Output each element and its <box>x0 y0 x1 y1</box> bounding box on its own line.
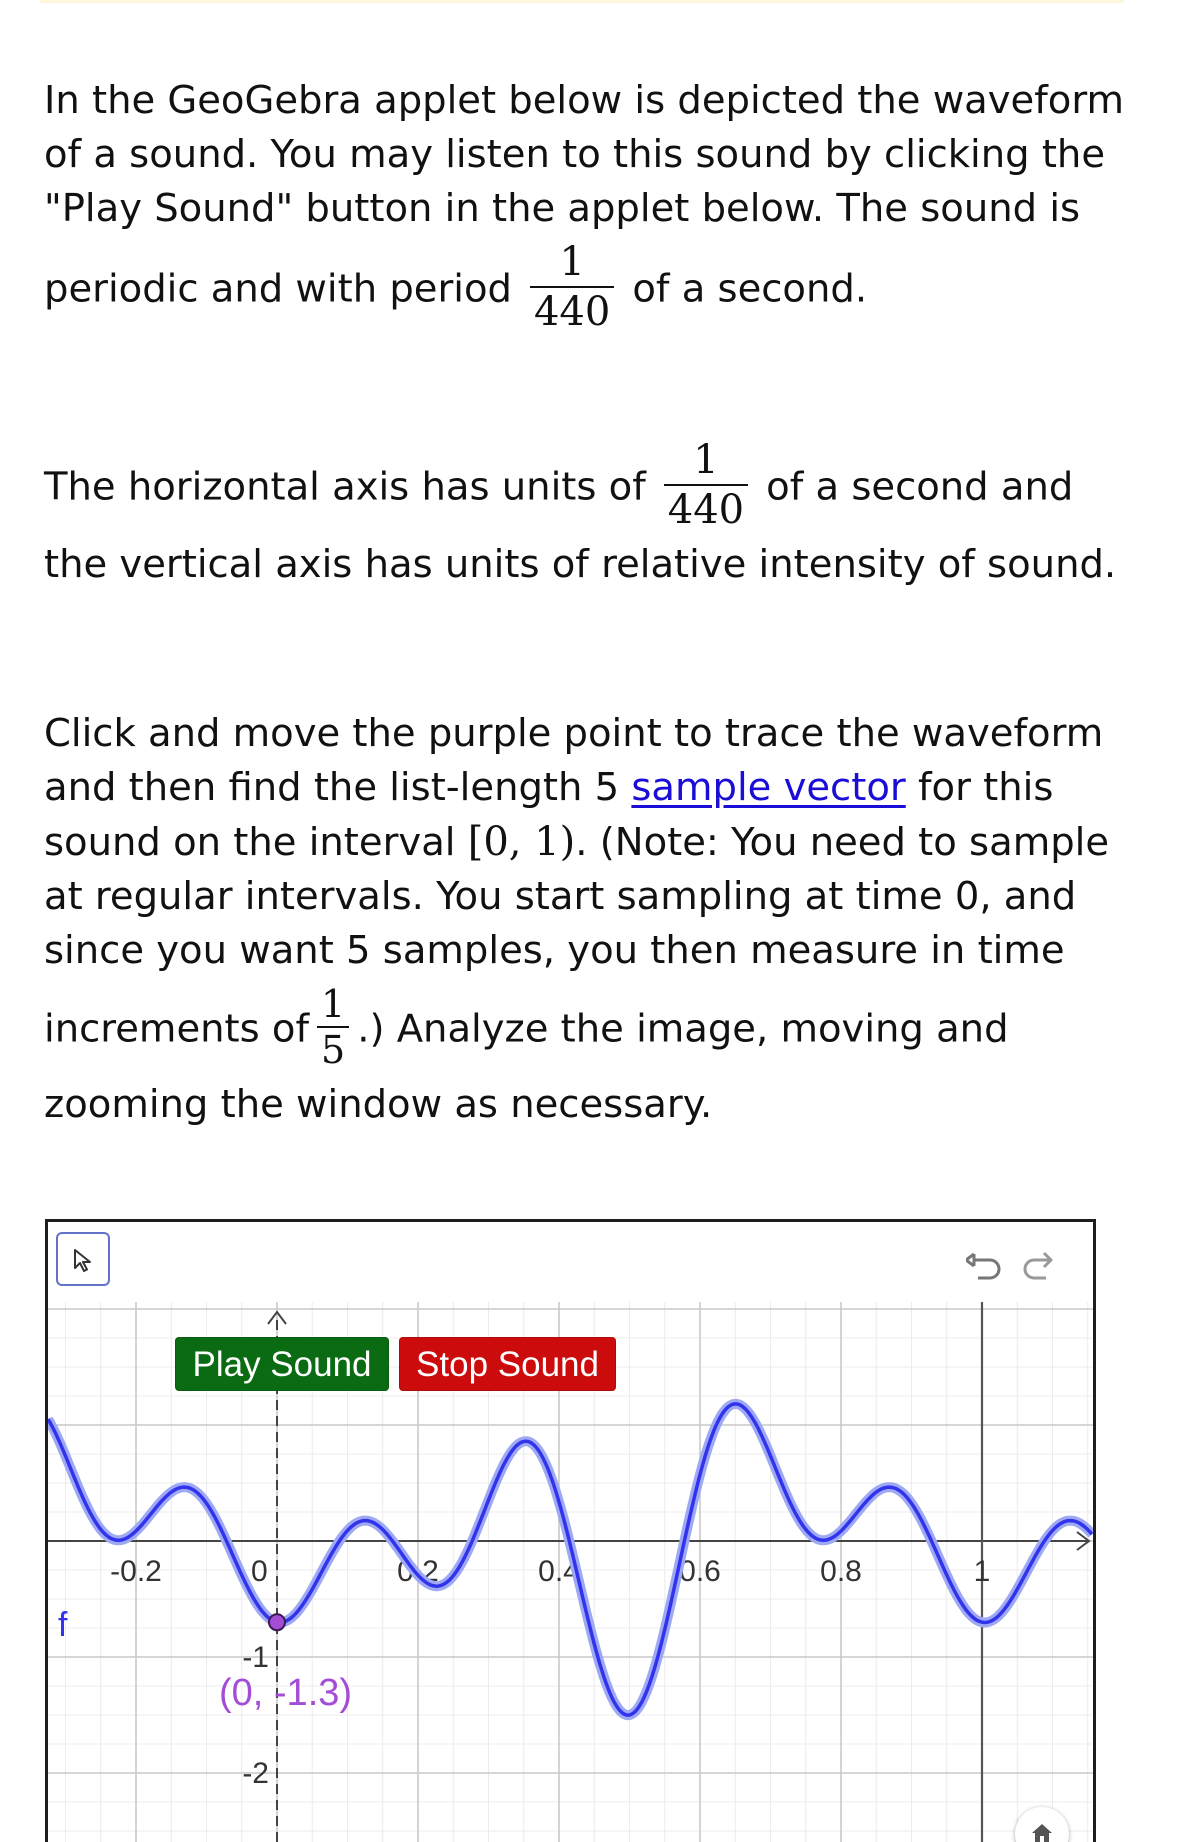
sample-vector-link[interactable]: sample vector <box>631 765 906 810</box>
redo-icon[interactable] <box>1018 1248 1058 1282</box>
instr-line-2 <box>44 761 1144 815</box>
top-banner-strip <box>40 0 1124 3</box>
x-tick-label: 0.6 <box>679 1555 721 1588</box>
instr-text: for this <box>905 765 1054 810</box>
intro-paragraph <box>44 74 1144 338</box>
instr-line-3 <box>44 815 1144 870</box>
fraction-numerator: 1 <box>693 437 719 483</box>
x-tick-label: -0.2 <box>110 1555 162 1588</box>
x-tick-label: 1 <box>973 1555 991 1588</box>
x-tick-label: 0 <box>251 1555 268 1588</box>
instr-line-5: since you want 5 samples, you then measure in time <box>44 928 1065 973</box>
fraction-denominator: 5 <box>317 1026 349 1070</box>
instr-text: sound on the interval <box>44 820 468 865</box>
home-icon <box>1030 1821 1054 1842</box>
axis-line-1 <box>44 437 1144 536</box>
instr-text: . (Note: You need to sample <box>575 820 1110 865</box>
fraction-denominator: 440 <box>530 286 614 334</box>
waveform-curve-highlight <box>48 1404 1092 1715</box>
instr-text: .) Analyze the image, moving and <box>357 1006 1009 1052</box>
intro-line-1: In the GeoGebra applet below is depicted the waveform <box>44 78 1125 123</box>
period-suffix: of a second. <box>632 266 868 312</box>
increment-fraction <box>317 984 349 1070</box>
intro-line-4 <box>44 239 1144 338</box>
instr-text: and then find the list-length 5 <box>44 765 632 810</box>
geogebra-applet <box>45 1219 1096 1842</box>
instr-line-1: Click and move the purple point to trace the waveform <box>44 711 1104 756</box>
move-tool-button[interactable] <box>56 1232 110 1286</box>
y-tick-label: -1 <box>242 1641 269 1674</box>
fraction-numerator: 1 <box>559 239 585 285</box>
axis-suffix: of a second and <box>766 464 1074 510</box>
purple-point[interactable] <box>269 1614 285 1630</box>
interval-math: [0, 1) <box>467 819 576 865</box>
x-tick-label: 0.4 <box>538 1555 580 1588</box>
period-text: periodic and with period <box>44 266 512 312</box>
axis-fraction <box>664 438 748 532</box>
x-tick-label: 0.2 <box>397 1555 439 1588</box>
instr-line-4: at regular intervals. You start sampling at time 0, and <box>44 874 1077 919</box>
intro-line-3: "Play Sound" button in the applet below. The sound is <box>44 186 1081 231</box>
axis-line-2: the vertical axis has units of relative intensity of sound. <box>44 542 1117 587</box>
fraction-denominator: 440 <box>664 484 748 532</box>
period-fraction <box>530 240 614 334</box>
fraction-numerator: 1 <box>321 982 346 1026</box>
undo-icon[interactable] <box>966 1248 1006 1282</box>
applet-toolbar <box>48 1222 1093 1302</box>
stop-sound-button[interactable]: Stop Sound <box>399 1337 616 1391</box>
point-label: (0, -1.3) <box>219 1672 353 1715</box>
play-sound-button[interactable]: Play Sound <box>175 1337 389 1391</box>
instructions-paragraph <box>44 707 1144 1132</box>
axis-text: The horizontal axis has units of <box>44 464 646 510</box>
instr-line-7: zooming the window as necessary. <box>44 1082 713 1127</box>
arrow-cursor-icon <box>72 1248 94 1272</box>
x-tick-label: 0.8 <box>820 1555 862 1588</box>
instr-line-6 <box>44 982 1144 1074</box>
function-label: f <box>58 1606 68 1644</box>
y-tick-label: -2 <box>242 1757 269 1790</box>
intro-line-2: of a sound. You may listen to this sound by clicking the <box>44 132 1106 177</box>
axis-paragraph <box>44 437 1144 592</box>
instr-text: increments of <box>44 1006 310 1052</box>
